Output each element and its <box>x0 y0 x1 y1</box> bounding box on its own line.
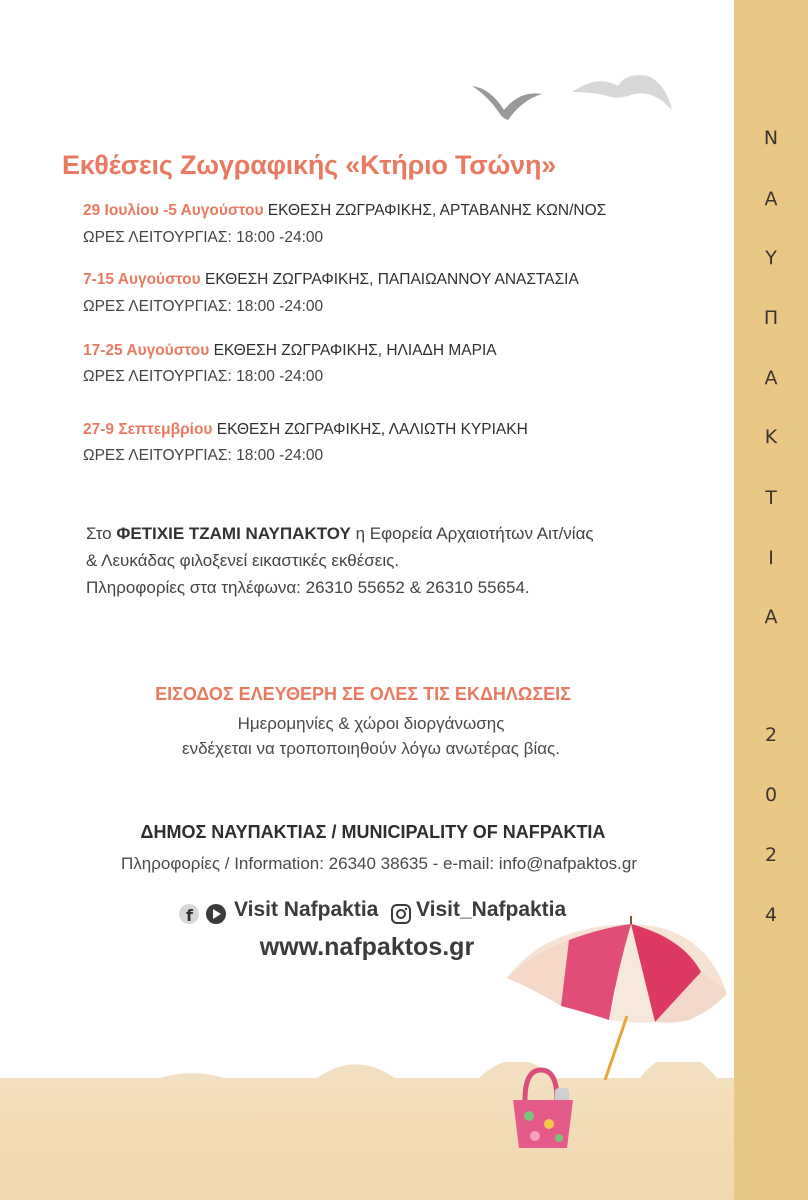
instagram-icon[interactable] <box>390 903 412 925</box>
event-dates: 7-15 Αυγούστου <box>83 271 201 288</box>
sidebar-letter: 0 <box>764 784 778 806</box>
sidebar-letter: Α <box>764 606 778 628</box>
sidebar-letter: 2 <box>764 724 778 746</box>
mosque-place: ΦΕΤΙΧΙΕ ΤΖΑΜΙ ΝΑΥΠΑΚΤΟΥ <box>116 524 351 543</box>
event-dates: 17-25 Αυγούστου <box>83 342 210 359</box>
mosque-info-line2: & Λευκάδας φιλοξενεί εικαστικές εκθέσεις. <box>86 551 400 570</box>
sidebar-letter: Α <box>764 188 778 210</box>
event-hours: ΩΡΕΣ ΛΕΙΤΟΥΡΓΙΑΣ: 18:00 -24:00 <box>83 298 324 315</box>
disclaimer-line1: Ημερομηνίες & χώροι διοργάνωσης <box>237 714 505 733</box>
sidebar-nafpaktia-2024 <box>734 0 808 1200</box>
beach-bag-icon <box>505 1064 585 1152</box>
sidebar-letter: Κ <box>764 426 778 448</box>
event-line <box>83 342 497 360</box>
event-hours: ΩΡΕΣ ΛΕΙΤΟΥΡΓΙΑΣ: 18:00 -24:00 <box>83 447 324 464</box>
event-line <box>83 271 579 289</box>
mosque-phones: Πληροφορίες στα τηλέφωνα: 26310 55652 & 26310 55654. <box>86 578 530 597</box>
sidebar-letter: Π <box>763 307 779 329</box>
mosque-line1-rest: η Εφορεία Αρχαιοτήτων Αιτ/νίας <box>350 524 594 543</box>
sidebar-letter: Τ <box>765 487 777 509</box>
free-entry-heading: ΕΙΣΟΔΟΣ ΕΛΕΥΘΕΡΗ ΣΕ ΟΛΕΣ ΤΙΣ ΕΚΔΗΛΩΣΕΙΣ <box>155 684 571 704</box>
sidebar-letter: Ν <box>763 127 779 149</box>
beach-umbrella-icon <box>505 912 740 1082</box>
municipality-name: ΔΗΜΟΣ ΝΑΥΠΑΚΤΙΑΣ / MUNICIPALITY OF NAFPAKTIA <box>140 822 606 842</box>
event-title: ΕΚΘΕΣΗ ΖΩΓΡΑΦΙΚΗΣ, ΛΑΛΙΩΤΗ ΚΥΡΙΑΚΗ <box>212 421 528 438</box>
website-link[interactable]: www.nafpaktos.gr <box>259 933 475 961</box>
svg-text:f: f <box>186 906 193 925</box>
seagull-icon <box>470 80 550 125</box>
event-title: ΕΚΘΕΣΗ ΖΩΓΡΑΦΙΚΗΣ, ΑΡΤΑΒΑΝΗΣ ΚΩΝ/ΝΟΣ <box>263 202 607 219</box>
event-title: ΕΚΘΕΣΗ ΖΩΓΡΑΦΙΚΗΣ, ΠΑΠΑΙΩΑΝΝΟΥ ΑΝΑΣΤΑΣΙΑ <box>200 271 579 288</box>
event-hours: ΩΡΕΣ ΛΕΙΤΟΥΡΓΙΑΣ: 18:00 -24:00 <box>83 368 324 385</box>
event-dates: 29 Ιουλίου -5 Αυγούστου <box>83 202 264 219</box>
youtube-icon[interactable] <box>204 903 228 925</box>
mosque-prefix: Στο <box>86 524 117 543</box>
event-hours: ΩΡΕΣ ΛΕΙΤΟΥΡΓΙΑΣ: 18:00 -24:00 <box>83 229 324 246</box>
disclaimer-line2: ενδέχεται να τροποποιηθούν λόγω ανωτέρας βίας. <box>182 739 560 758</box>
facebook-icon[interactable] <box>178 902 200 926</box>
event-line <box>83 421 528 439</box>
sidebar-letter: Α <box>764 367 778 389</box>
sidebar-letter: Υ <box>765 247 777 269</box>
seagull-icon <box>568 70 678 120</box>
event-title: ΕΚΘΕΣΗ ΖΩΓΡΑΦΙΚΗΣ, ΗΛΙΑΔΗ ΜΑΡΙΑ <box>209 342 497 359</box>
social-link-instagram[interactable]: Visit_Nafpaktia <box>416 898 567 921</box>
sand-background <box>0 1078 808 1200</box>
contact-info: Πληροφορίες / Information: 26340 38635 - e-mail: info@nafpaktos.gr <box>120 854 638 873</box>
event-line <box>83 202 606 220</box>
sidebar-letter: 4 <box>764 904 778 926</box>
social-link-visit-nafpaktia[interactable]: Visit Nafpaktia <box>234 898 379 921</box>
mosque-info-line <box>86 524 594 544</box>
event-dates: 27-9 Σεπτεμβρίου <box>83 421 213 438</box>
sidebar-letter: 2 <box>764 844 778 866</box>
sidebar-letter: Ι <box>768 547 774 569</box>
page-title: Εκθέσεις Ζωγραφικής «Κτήριο Τσώνη» <box>62 150 557 180</box>
